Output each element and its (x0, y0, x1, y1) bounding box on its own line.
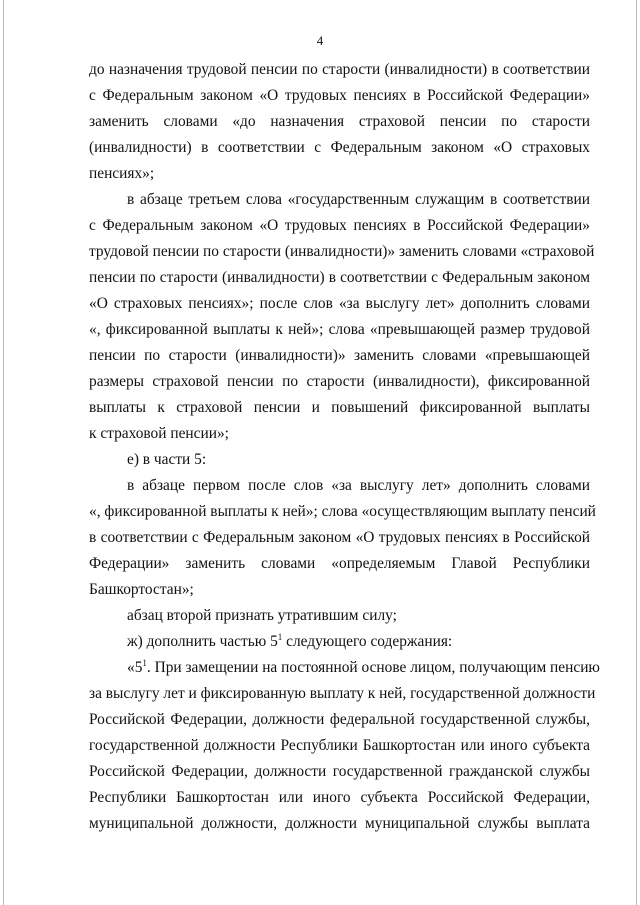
text-line: пенсии по старости (инвалидности) в соответствии с Федеральным законом (89, 269, 590, 286)
text-line: Российской Федерации, должности федеральной государственной службы, (89, 711, 590, 728)
text-line: Российской Федерации, должности государственной гражданской службы (89, 763, 590, 780)
text-line: (инвалидности) в соответствии с Федеральным законом «О страховых (89, 139, 590, 156)
text-line (89, 655, 600, 681)
text-line: государственной должности Республики Башкортостан или иного субъекта (89, 737, 590, 754)
text-segment: . При замещении на постоянной основе лицом, получающим пенсию (146, 659, 600, 676)
text-line: пенсии по старости (инвалидности)» заменить словами «превышающей (89, 347, 590, 364)
text-line: «О страховых пенсиях»; после слов «за выслугу лет» дополнить словами (89, 295, 590, 312)
page-edge-left (3, 0, 4, 905)
text-line: заменить словами «до назначения страховой пенсии по старости (89, 113, 590, 130)
text-line: размеры страховой пенсии по старости (инвалидности), фиксированной (89, 373, 590, 390)
text-line: трудовой пенсии по старости (инвалидности)» заменить словами «страховой (89, 243, 595, 260)
superscript: 1 (142, 657, 147, 668)
text-line: Федерации» заменить словами «определяемым Главой Республики (89, 555, 590, 572)
text-line: за выслугу лет и фиксированную выплату к ней, государственной должности (89, 685, 596, 702)
page-number: 4 (316, 33, 324, 48)
text-line: к страховой пенсии»; (89, 425, 229, 442)
text-line: с Федеральным законом «О трудовых пенсиях в Российской Федерации» (89, 87, 590, 104)
document-body (89, 57, 600, 837)
text-line: «, фиксированной выплаты к ней»; слова «превышающей размер трудовой (89, 321, 590, 338)
superscript: 1 (277, 631, 283, 642)
text-line: в абзаце третьем слова «государственным служащим в соответствии (127, 191, 590, 208)
page-edge-right (636, 0, 637, 905)
text-line: в абзаце первом после слов «за выслугу лет» дополнить словами (127, 477, 590, 494)
text-line: муниципальной должности, должности муниципальной службы выплата (89, 815, 590, 832)
text-line: в соответствии с Федеральным законом «О трудовых пенсиях в Российской (89, 529, 590, 546)
text-line: с Федеральным законом «О трудовых пенсиях в Российской Федерации» (89, 217, 590, 234)
text-line: абзац второй признать утратившим силу; (127, 607, 397, 624)
text-line: Башкортостан»; (89, 581, 194, 598)
text-segment: «5 (127, 659, 143, 676)
text-line (89, 629, 590, 655)
text-line: до назначения трудовой пенсии по старости (инвалидности) в соответствии (89, 61, 590, 78)
text-line: пенсиях»; (89, 165, 155, 182)
text-segment: следующего содержания: (282, 633, 453, 650)
text-line: «, фиксированной выплаты к ней»; слова «осуществляющим выплату пенсий (89, 503, 596, 520)
text-segment: ж) дополнить частью 5 (127, 633, 278, 650)
text-line: выплаты к страховой пенсии и повышений фиксированной выплаты (89, 399, 590, 416)
text-line: е) в части 5: (127, 451, 207, 468)
text-line: Республики Башкортостан или иного субъекта Российской Федерации, (89, 789, 590, 806)
